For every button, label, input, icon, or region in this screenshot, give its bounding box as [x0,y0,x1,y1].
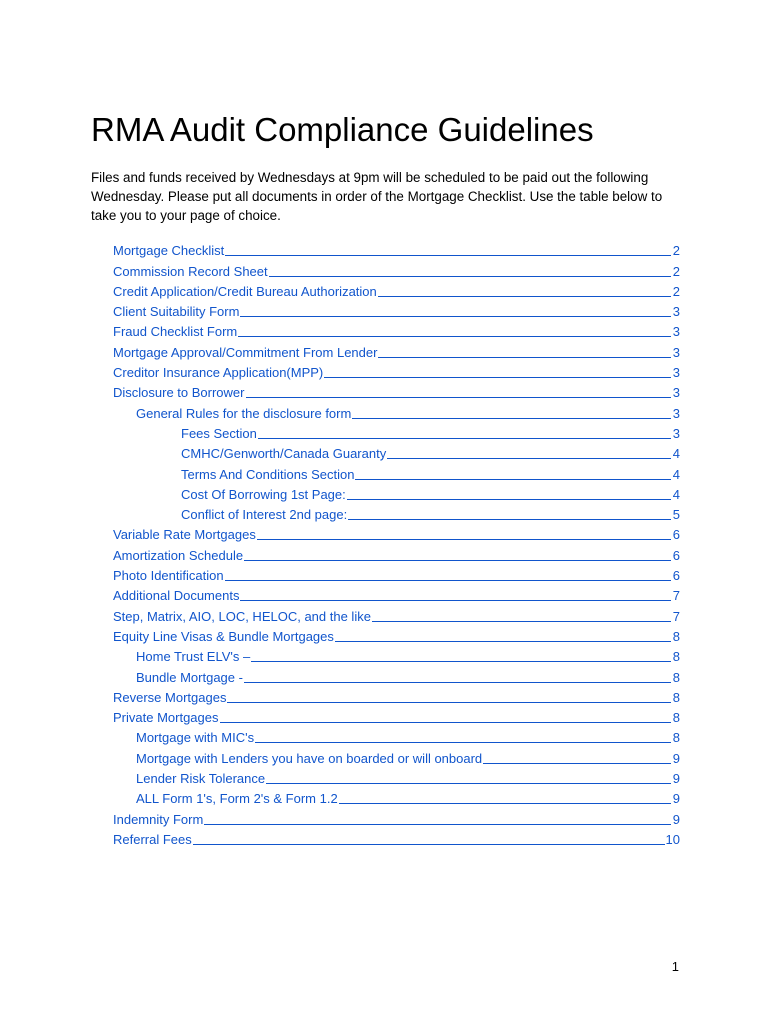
toc-leader-line [348,518,671,520]
toc-entry-page[interactable]: 8 [672,730,680,746]
toc-leader-line [225,254,671,256]
toc-entry-page[interactable]: 7 [672,588,680,604]
toc-leader-line [266,782,671,784]
toc-leader-line [352,417,671,419]
toc-entry-label[interactable]: Conflict of Interest 2nd page: [181,507,348,523]
document-title: RMA Audit Compliance Guidelines [91,111,594,148]
toc-leader-line [238,335,671,337]
toc-entry-page[interactable]: 6 [672,527,680,543]
toc-entry[interactable] [0,401,770,421]
toc-leader-line [220,721,672,723]
toc-entry[interactable] [0,767,770,787]
toc-leader-line [269,275,671,277]
toc-entry[interactable] [0,280,770,300]
toc-leader-line [324,376,671,378]
toc-entry-page[interactable]: 4 [672,446,680,462]
toc-entry-label[interactable]: Referral Fees [113,831,192,847]
toc-leader-line [378,295,671,297]
toc-leader-line [378,356,671,358]
toc-entry-page[interactable]: 3 [672,385,680,401]
toc-entry-label[interactable]: Reverse Mortgages [113,689,227,705]
toc-entry-label[interactable]: ALL Form 1's, Form 2's & Form 1.2 [136,791,338,807]
toc-entry-label[interactable]: Lender Risk Tolerance [136,771,266,787]
toc-entry-page[interactable]: 3 [672,365,680,381]
toc-entry-label[interactable]: Creditor Insurance Application(MPP) [113,365,324,381]
toc-entry-page[interactable]: 4 [672,466,680,482]
toc-entry-label[interactable]: Mortgage Approval/Commitment From Lender [113,344,378,360]
toc-entry-page[interactable]: 3 [672,405,680,421]
toc-entry[interactable] [0,564,770,584]
toc-entry-label[interactable]: Mortgage with Lenders you have on boarded or will onboard [136,750,483,766]
toc-entry-label[interactable]: Fraud Checklist Form [113,324,238,340]
toc-leader-line [257,538,671,540]
toc-leader-line [246,396,672,398]
toc-entry[interactable] [0,686,770,706]
toc-entry-label[interactable]: Commission Record Sheet [113,263,268,279]
toc-entry[interactable] [0,239,770,259]
toc-entry[interactable] [0,645,770,665]
page-number: 1 [671,959,679,974]
intro-paragraph: Files and funds received by Wednesdays at 9pm will be scheduled to be paid out the following Wednesday. Please put all documents in order of the Mortgage Checklist. Use the table below to take you to your page of choice. [91,170,663,223]
toc-leader-line [204,823,671,825]
toc-entry-page[interactable]: 9 [672,750,680,766]
toc-entry-label[interactable]: Client Suitability Form [113,304,240,320]
toc-leader-line [258,437,671,439]
toc-entry-label[interactable]: Fees Section [181,425,257,441]
toc-entry[interactable] [0,706,770,726]
toc-entry-page[interactable]: 3 [672,344,680,360]
toc-entry-label[interactable]: Bundle Mortgage - [136,669,243,685]
toc-leader-line [387,457,671,459]
toc-entry[interactable] [0,381,770,401]
toc-entry-label[interactable]: Indemnity Form [113,811,204,827]
toc-entry[interactable] [0,665,770,685]
toc-entry-page[interactable]: 6 [672,547,680,563]
toc-entry-label[interactable]: Photo Identification [113,568,224,584]
toc-leader-line [244,559,671,561]
toc-entry-label[interactable]: Step, Matrix, AIO, LOC, HELOC, and the like [113,608,371,624]
toc-entry[interactable] [0,361,770,381]
toc-entry[interactable] [0,320,770,340]
toc-entry-label[interactable]: Terms And Conditions Section [181,466,355,482]
toc-entry[interactable] [0,726,770,746]
toc-entry[interactable] [0,259,770,279]
toc-entry[interactable] [0,462,770,482]
toc-entry-page[interactable]: 4 [672,486,680,502]
toc-entry-page[interactable]: 8 [672,710,680,726]
toc-leader-line [227,701,671,703]
toc-entry[interactable] [0,746,770,766]
toc-entry-page[interactable]: 3 [672,304,680,320]
toc-entry-label[interactable]: Disclosure to Borrower [113,385,245,401]
toc-entry-page[interactable]: 10 [665,831,680,847]
toc-entry-label[interactable]: General Rules for the disclosure form [136,405,352,421]
toc-entry-page[interactable]: 5 [672,507,680,523]
toc-entry-page[interactable]: 8 [672,689,680,705]
toc-entry-label[interactable]: Private Mortgages [113,710,219,726]
toc-leader-line [240,315,671,317]
toc-entry-page[interactable]: 8 [672,669,680,685]
toc-entry-label[interactable]: Cost Of Borrowing 1st Page: [181,486,346,502]
toc-entry[interactable] [0,300,770,320]
toc-leader-line [255,741,671,743]
toc-entry[interactable] [0,807,770,827]
toc-entry-label[interactable]: Amortization Schedule [113,547,244,563]
toc-entry-label[interactable]: Mortgage Checklist [113,243,225,259]
toc-leader-line [335,640,671,642]
table-of-contents [0,239,770,848]
toc-entry-page[interactable]: 8 [672,628,680,644]
toc-entry-label[interactable]: Additional Documents [113,588,240,604]
toc-entry[interactable] [0,584,770,604]
toc-entry-label[interactable]: Variable Rate Mortgages [113,527,256,543]
toc-leader-line [225,579,671,581]
toc-entry-label[interactable]: Equity Line Visas & Bundle Mortgages [113,628,334,644]
toc-leader-line [244,681,671,683]
toc-leader-line [355,478,671,480]
toc-entry[interactable] [0,442,770,462]
toc-leader-line [339,802,671,804]
toc-leader-line [372,620,671,622]
toc-entry-page[interactable]: 7 [672,608,680,624]
toc-entry[interactable] [0,422,770,442]
toc-entry-page[interactable]: 3 [672,425,680,441]
toc-entry-label[interactable]: CMHC/Genworth/Canada Guaranty [181,446,387,462]
toc-entry[interactable] [0,523,770,543]
toc-entry[interactable] [0,787,770,807]
toc-entry-page[interactable]: 2 [672,243,680,259]
toc-leader-line [240,599,671,601]
toc-entry[interactable] [0,483,770,503]
toc-entry[interactable] [0,340,770,360]
toc-entry-label[interactable]: Credit Application/Credit Bureau Authorization [113,283,377,299]
toc-leader-line [483,762,671,764]
toc-entry-label[interactable]: Mortgage with MIC's [136,730,255,746]
toc-leader-line [251,660,671,662]
toc-leader-line [347,498,671,500]
toc-entry-page[interactable]: 9 [672,791,680,807]
toc-entry[interactable] [0,625,770,645]
toc-entry[interactable] [0,503,770,523]
toc-leader-line [193,843,665,845]
toc-entry-page[interactable]: 3 [672,324,680,340]
toc-entry-page[interactable]: 2 [672,283,680,299]
toc-entry[interactable] [0,543,770,563]
toc-entry-page[interactable]: 8 [672,649,680,665]
toc-entry-page[interactable]: 6 [672,568,680,584]
toc-entry[interactable] [0,828,770,848]
toc-entry-page[interactable]: 2 [672,263,680,279]
toc-entry[interactable] [0,604,770,624]
toc-entry-label[interactable]: Home Trust ELV's – [136,649,251,665]
toc-entry-page[interactable]: 9 [672,771,680,787]
toc-entry-page[interactable]: 9 [672,811,680,827]
